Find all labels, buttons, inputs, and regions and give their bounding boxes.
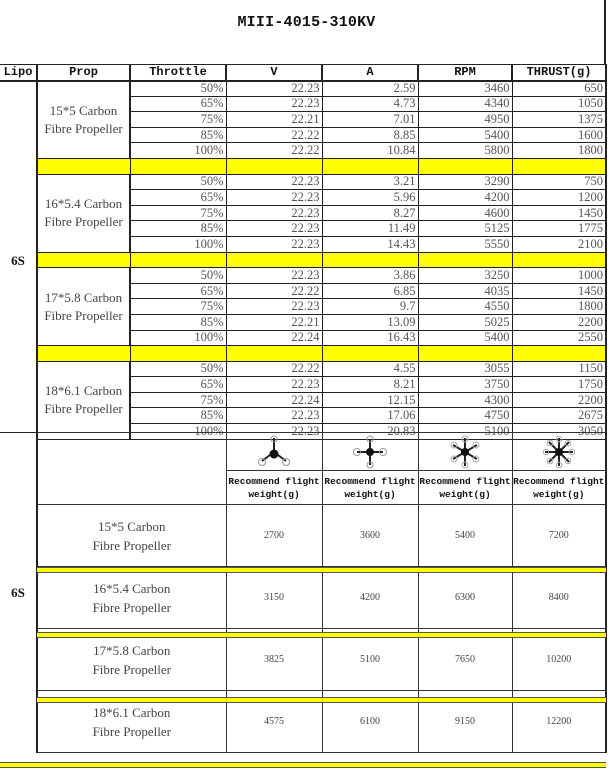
weight-value-cell: 7650 [418, 629, 512, 691]
voltage-cell: 22.22 [226, 283, 322, 299]
table-row [0, 174, 606, 190]
recommend-weight-header [322, 471, 418, 505]
separator-cell [130, 346, 226, 362]
separator-cell [322, 252, 418, 268]
weight-value-cell: 7200 [512, 505, 606, 567]
weight-value-cell: 3600 [322, 505, 418, 567]
throttle-cell: 75% [130, 112, 226, 128]
header-line: Recommend flight [228, 475, 320, 487]
voltage-cell: 22.23 [226, 174, 322, 190]
frame-icon-cell [322, 433, 418, 471]
throttle-cell: 50% [130, 361, 226, 377]
current-cell: 5.96 [322, 190, 418, 206]
voltage-cell: 22.23 [226, 221, 322, 237]
rpm-cell: 5550 [418, 236, 512, 252]
current-cell: 12.15 [322, 392, 418, 408]
rpm-cell: 3750 [418, 377, 512, 393]
table-row [0, 81, 606, 97]
header-prop: Prop [37, 65, 130, 81]
octocopter-icon [513, 435, 606, 469]
rpm-cell: 5100 [418, 424, 512, 440]
current-cell: 7.01 [322, 112, 418, 128]
thrust-cell: 2675 [512, 408, 606, 424]
throttle-cell: 65% [130, 377, 226, 393]
current-cell: 3.21 [322, 174, 418, 190]
throttle-cell: 85% [130, 314, 226, 330]
tricopter-icon [227, 435, 322, 469]
weight-value-cell: 3825 [226, 629, 322, 691]
prop-name: 18*6.1 Carbon [44, 383, 123, 399]
table-row [0, 268, 606, 284]
thrust-cell: 1450 [512, 283, 606, 299]
prop-cell [37, 361, 130, 439]
thrust-cell: 1050 [512, 96, 606, 112]
voltage-cell: 22.22 [226, 143, 322, 159]
rpm-cell: 4950 [418, 112, 512, 128]
rpm-cell: 4200 [418, 190, 512, 206]
prop-name: 16*5.4 Carbon [44, 196, 123, 212]
voltage-cell: 22.23 [226, 408, 322, 424]
blank-header-cell [37, 433, 226, 505]
prop-type: Fibre Propeller [44, 401, 123, 417]
prop-type: Fibre Propeller [44, 120, 123, 136]
flight-weight-table [0, 432, 607, 753]
group-separator [0, 158, 606, 174]
rpm-cell: 3055 [418, 361, 512, 377]
header-unit: weight(g) [439, 488, 491, 500]
prop-cell [37, 505, 226, 567]
voltage-cell: 22.21 [226, 112, 322, 128]
rpm-cell: 4550 [418, 299, 512, 315]
separator-cell [512, 158, 606, 174]
separator-bar [0, 762, 606, 768]
separator-bar [37, 632, 606, 638]
voltage-cell: 22.23 [226, 205, 322, 221]
weight-value-cell: 4575 [226, 691, 322, 753]
header-row [0, 65, 606, 81]
current-cell: 8.85 [322, 127, 418, 143]
voltage-cell: 22.23 [226, 236, 322, 252]
group-separator [0, 252, 606, 268]
prop-type: Fibre Propeller [92, 537, 171, 553]
separator-cell [322, 346, 418, 362]
current-cell: 17.06 [322, 408, 418, 424]
table-row [0, 505, 606, 567]
frame-icon-row [0, 433, 606, 471]
thrust-cell: 1000 [512, 268, 606, 284]
thrust-cell: 2550 [512, 330, 606, 346]
frame-icon-cell [418, 433, 512, 471]
frame-icon-cell [226, 433, 322, 471]
recommend-weight-header [226, 471, 322, 505]
separator-cell [130, 158, 226, 174]
throttle-cell: 50% [130, 81, 226, 97]
current-cell: 9.7 [322, 299, 418, 315]
separator-cell [226, 158, 322, 174]
separator-bar [37, 697, 606, 703]
current-cell: 20.83 [322, 424, 418, 440]
thrust-cell: 1775 [512, 221, 606, 237]
throttle-cell: 75% [130, 299, 226, 315]
current-cell: 13.09 [322, 314, 418, 330]
header-unit: weight(g) [533, 488, 585, 500]
header-thrust: THRUST(g) [512, 65, 606, 81]
document-title: MIII-4015-310KV [237, 14, 376, 31]
rpm-cell: 5400 [418, 330, 512, 346]
throttle-cell: 65% [130, 96, 226, 112]
thrust-cell: 650 [512, 81, 606, 97]
prop-name: 17*5.8 Carbon [93, 642, 171, 658]
separator-cell [418, 346, 512, 362]
current-cell: 6.85 [322, 283, 418, 299]
throttle-cell: 50% [130, 268, 226, 284]
throttle-cell: 100% [130, 143, 226, 159]
voltage-cell: 22.23 [226, 268, 322, 284]
current-cell: 2.59 [322, 81, 418, 97]
separator-cell [418, 252, 512, 268]
thrust-cell: 2200 [512, 392, 606, 408]
header-rpm: RPM [418, 65, 512, 81]
thrust-cell: 1200 [512, 190, 606, 206]
thrust-cell: 1600 [512, 127, 606, 143]
rpm-cell: 5125 [418, 221, 512, 237]
voltage-cell: 22.22 [226, 361, 322, 377]
current-cell: 11.49 [322, 221, 418, 237]
weight-value-cell: 5100 [322, 629, 418, 691]
lipo-cell: 6S [0, 81, 37, 440]
weight-value-cell: 6100 [322, 691, 418, 753]
weight-value-cell: 8400 [512, 567, 606, 629]
header-unit: weight(g) [248, 488, 300, 500]
prop-cell [37, 567, 226, 629]
frame-icon-cell [512, 433, 606, 471]
prop-name: 15*5 Carbon [97, 518, 166, 534]
voltage-cell: 22.23 [226, 96, 322, 112]
page-border [604, 0, 606, 64]
throttle-cell: 100% [130, 424, 226, 440]
weight-value-cell: 5400 [418, 505, 512, 567]
voltage-cell: 22.22 [226, 127, 322, 143]
performance-table [0, 64, 607, 440]
weight-value-cell: 12200 [512, 691, 606, 753]
header-voltage: V [226, 65, 322, 81]
separator-cell [37, 346, 130, 362]
throttle-cell: 65% [130, 190, 226, 206]
voltage-cell: 22.23 [226, 190, 322, 206]
rpm-cell: 3250 [418, 268, 512, 284]
separator-cell [418, 158, 512, 174]
header-line: Recommend flight [513, 475, 605, 487]
recommend-weight-header [512, 471, 606, 505]
quadcopter-icon [323, 435, 418, 469]
header-lipo: Lipo [0, 65, 37, 81]
weight-value-cell: 9150 [418, 691, 512, 753]
thrust-cell: 3050 [512, 424, 606, 440]
weight-value-cell: 3150 [226, 567, 322, 629]
rpm-cell: 4340 [418, 96, 512, 112]
prop-cell [37, 174, 130, 252]
rpm-cell: 4600 [418, 205, 512, 221]
header-throttle: Throttle [130, 65, 226, 81]
separator-cell [130, 252, 226, 268]
group-separator [0, 346, 606, 362]
voltage-cell: 22.23 [226, 81, 322, 97]
separator-cell [512, 346, 606, 362]
current-cell: 3.86 [322, 268, 418, 284]
recommend-weight-header [418, 471, 512, 505]
voltage-cell: 22.23 [226, 299, 322, 315]
current-cell: 4.55 [322, 361, 418, 377]
current-cell: 4.73 [322, 96, 418, 112]
prop-cell [37, 268, 130, 346]
separator-cell [512, 252, 606, 268]
prop-type: Fibre Propeller [92, 661, 171, 677]
rpm-cell: 4750 [418, 408, 512, 424]
separator-cell [226, 346, 322, 362]
header-line: Recommend flight [324, 475, 416, 487]
weight-value-cell: 2700 [226, 505, 322, 567]
voltage-cell: 22.24 [226, 392, 322, 408]
weight-value-cell: 10200 [512, 629, 606, 691]
voltage-cell: 22.23 [226, 377, 322, 393]
table-row [0, 361, 606, 377]
throttle-cell: 100% [130, 236, 226, 252]
thrust-cell: 750 [512, 174, 606, 190]
throttle-cell: 85% [130, 221, 226, 237]
header-current: A [322, 65, 418, 81]
throttle-cell: 75% [130, 392, 226, 408]
throttle-cell: 50% [130, 174, 226, 190]
header-line: Recommend flight [419, 475, 511, 487]
header-unit: weight(g) [344, 488, 396, 500]
rpm-cell: 4035 [418, 283, 512, 299]
current-cell: 14.43 [322, 236, 418, 252]
throttle-cell: 85% [130, 408, 226, 424]
current-cell: 8.21 [322, 377, 418, 393]
separator-cell [37, 158, 130, 174]
prop-name: 16*5.4 Carbon [93, 580, 171, 596]
current-cell: 8.27 [322, 205, 418, 221]
rpm-cell: 3290 [418, 174, 512, 190]
prop-type: Fibre Propeller [44, 307, 123, 323]
lipo-cell: 6S [0, 433, 37, 753]
throttle-cell: 100% [130, 330, 226, 346]
throttle-cell: 75% [130, 205, 226, 221]
separator-bar [37, 567, 606, 573]
separator-cell [226, 252, 322, 268]
voltage-cell: 22.24 [226, 330, 322, 346]
current-cell: 16.43 [322, 330, 418, 346]
weight-value-cell: 6300 [418, 567, 512, 629]
separator-cell [37, 252, 130, 268]
thrust-cell: 1800 [512, 299, 606, 315]
prop-name: 17*5.8 Carbon [44, 289, 123, 305]
rpm-cell: 5025 [418, 314, 512, 330]
thrust-cell: 1450 [512, 205, 606, 221]
table-row [0, 567, 606, 629]
rpm-cell: 4300 [418, 392, 512, 408]
weight-value-cell: 4200 [322, 567, 418, 629]
rpm-cell: 5400 [418, 127, 512, 143]
thrust-cell: 1375 [512, 112, 606, 128]
hexacopter-icon [419, 435, 512, 469]
voltage-cell: 22.21 [226, 314, 322, 330]
voltage-cell: 22.23 [226, 424, 322, 440]
thrust-cell: 1150 [512, 361, 606, 377]
separator-cell [322, 158, 418, 174]
thrust-cell: 2100 [512, 236, 606, 252]
prop-type: Fibre Propeller [92, 599, 171, 615]
throttle-cell: 65% [130, 283, 226, 299]
prop-cell [37, 81, 130, 159]
prop-type: Fibre Propeller [44, 214, 123, 230]
prop-type: Fibre Propeller [92, 723, 171, 739]
thrust-cell: 1750 [512, 377, 606, 393]
rpm-cell: 5800 [418, 143, 512, 159]
thrust-cell: 2200 [512, 314, 606, 330]
thrust-cell: 1800 [512, 143, 606, 159]
prop-name: 15*5 Carbon [49, 102, 118, 118]
prop-name: 18*6.1 Carbon [93, 704, 171, 720]
rpm-cell: 3460 [418, 81, 512, 97]
current-cell: 10.84 [322, 143, 418, 159]
throttle-cell: 85% [130, 127, 226, 143]
